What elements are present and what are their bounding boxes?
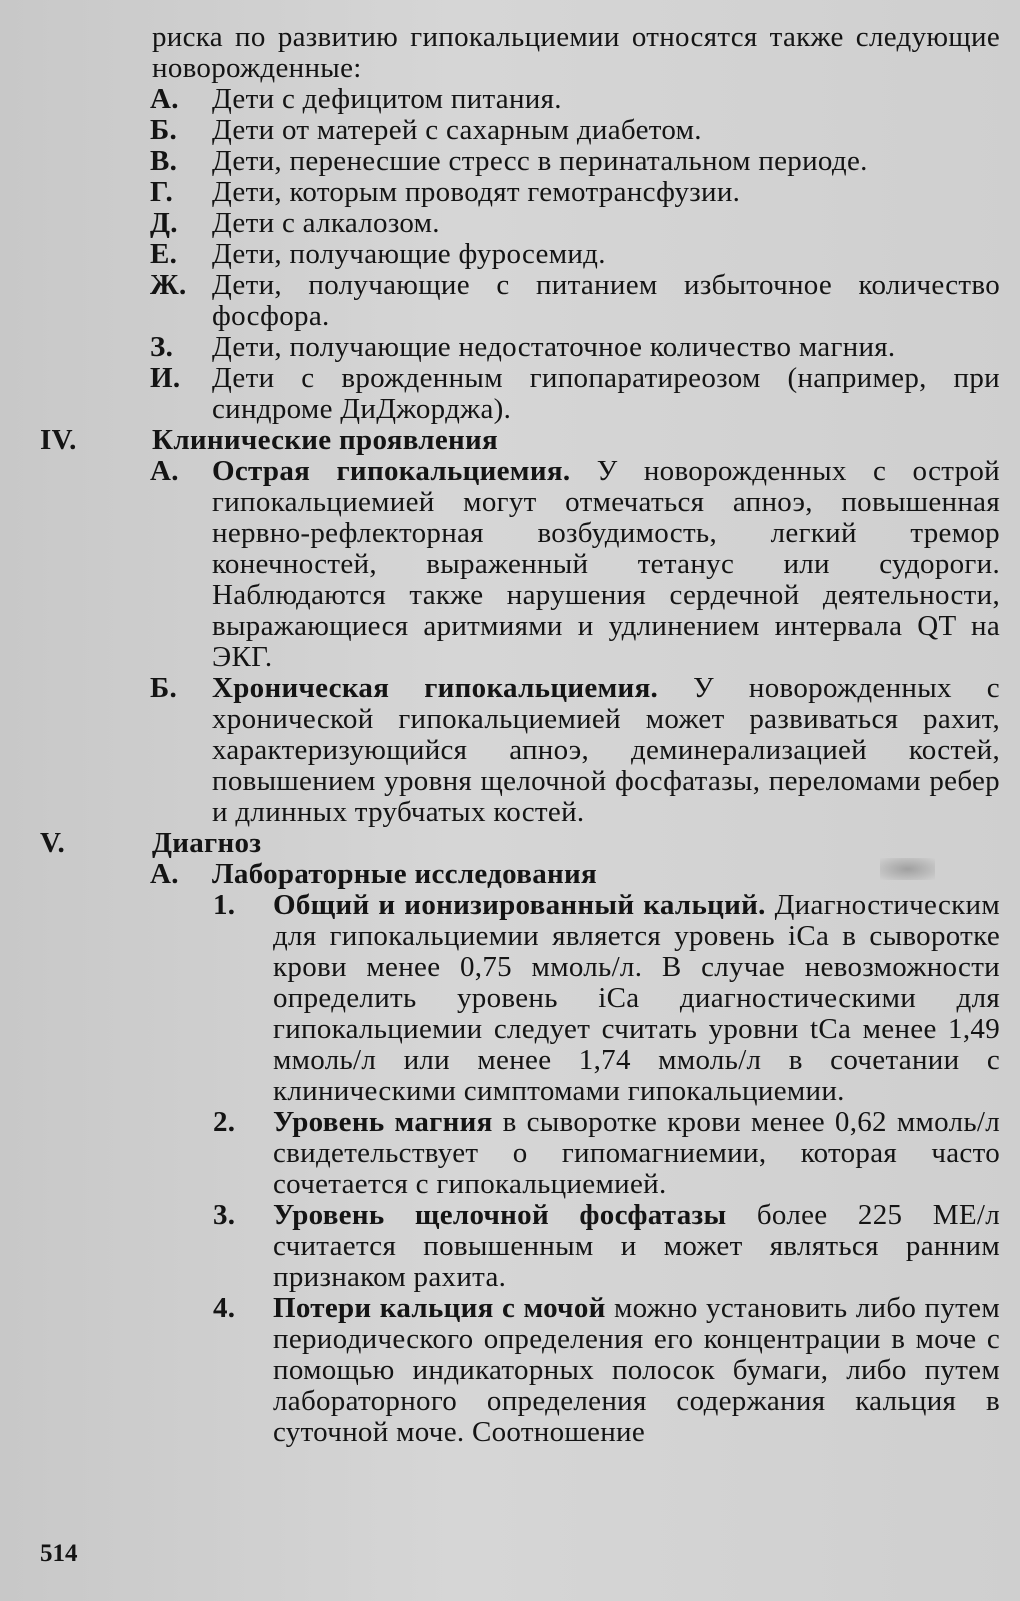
subsection-label: А. <box>150 858 179 890</box>
list-item-text: Дети от матерей с сахарным диабетом. <box>212 114 702 146</box>
subsection-lab-tests <box>150 858 1000 890</box>
numbered-item-title: Уровень магния <box>273 1106 493 1138</box>
list-item <box>150 269 1000 332</box>
numbered-item-text: в сыворотке крови менее 0,62 ммоль/л свидетельствует о гипомагниемии, которая часто сочетается с гипокальциемией. <box>273 1106 1000 1200</box>
list-item-text: Дети, получающие недостаточное количество магния. <box>212 331 896 363</box>
list-item <box>150 145 1000 177</box>
numbered-item-label: 3. <box>213 1199 236 1231</box>
numbered-item-title: Общий и ионизированный кальций. <box>273 889 766 921</box>
list-item-label: Ж. <box>150 269 187 301</box>
list-item-label: А. <box>150 83 179 115</box>
list-item <box>150 362 1000 425</box>
subsection-title: Хроническая гипокальциемия. <box>212 672 659 704</box>
page-number: 514 <box>40 1540 78 1567</box>
list-item-label: Е. <box>150 238 178 270</box>
risk-list <box>0 84 1020 425</box>
list-item-text: Дети с алкалозом. <box>212 207 440 239</box>
section-number: IV. <box>40 424 77 456</box>
page-content <box>0 22 1020 1448</box>
list-item-text: Дети, которым проводят гемотрансфузии. <box>212 176 741 208</box>
numbered-item-label: 1. <box>213 889 236 921</box>
subsection-label: Б. <box>150 672 178 704</box>
list-item-text: Дети с дефицитом питания. <box>212 83 562 115</box>
list-item-text: Дети, получающие с питанием избыточное количество фосфора. <box>212 269 1000 332</box>
numbered-item <box>213 1106 1000 1200</box>
list-item-label: И. <box>150 362 181 394</box>
list-item-text: Дети, получающие фуросемид. <box>212 238 606 270</box>
list-item-label: Б. <box>150 114 178 146</box>
list-item-text: Дети, перенесшие стресс в перинатальном периоде. <box>212 145 868 177</box>
numbered-item-label: 4. <box>213 1292 236 1324</box>
section-title: Диагноз <box>152 827 262 859</box>
numbered-item-text: можно установить либо путем периодического определения его концентрации в моче с помощью индикаторных полосок бумаги, либо путем лабораторного определения содержания кальция в суточной моче. Соотношение <box>273 1292 1000 1448</box>
numbered-item-text: Диагностическим для гипокальциемии является уровень iCa в сыворотке крови менее 0,75 ммоль/л. В случае невозможности определить уровень iCa диагностическими для гипокальциемии следует считать уровни tCa менее 1,49 ммоль/л или менее 1,74 ммоль/л в сочетании с клиническими симптомами гипокальциемии. <box>273 889 1000 1107</box>
subsection-chronic <box>150 672 1000 828</box>
numbered-item-title: Уровень щелочной фосфатазы <box>273 1199 727 1231</box>
intro-paragraph: риска по развитию гипокальциемии относятся также следующие новорожденные: <box>152 21 1000 84</box>
section-number: V. <box>40 827 66 859</box>
list-item-label: Д. <box>150 207 178 239</box>
list-item <box>150 207 1000 239</box>
list-item-label: З. <box>150 331 174 363</box>
numbered-item-text: более 225 МЕ/л считается повышенным и может являться ранним признаком рахита. <box>273 1199 1000 1293</box>
list-item <box>150 238 1000 270</box>
list-item-label: В. <box>150 145 178 177</box>
subsection-label: А. <box>150 455 179 487</box>
subsection-title: Лабораторные исследования <box>212 858 597 890</box>
section-heading-diagnosis <box>40 827 1000 859</box>
section-title: Клинические проявления <box>152 424 499 456</box>
list-item <box>150 331 1000 363</box>
list-item <box>150 83 1000 115</box>
numbered-item-label: 2. <box>213 1106 236 1138</box>
subsection-title: Острая гипокальциемия. <box>212 455 571 487</box>
subsection-text: У новорожденных с острой гипокальциемией могут отмечаться апноэ, повышенная нервно-рефлекторная возбудимость, легкий тремор конечностей, выраженный тетанус или судороги. Наблюдаются также нарушения сердечной деятельности, выражающиеся аритмиями и удлинением интервала QT на ЭКГ. <box>212 455 1000 673</box>
list-item-text: Дети с врожденным гипопаратиреозом (например, при синдроме ДиДжорджа). <box>212 362 1000 425</box>
list-item <box>150 176 1000 208</box>
numbered-item <box>213 1199 1000 1293</box>
section-heading-clinical <box>40 424 1000 456</box>
numbered-item <box>213 1292 1000 1448</box>
numbered-item-title: Потери кальция с мочой <box>273 1292 606 1324</box>
list-item-label: Г. <box>150 176 174 208</box>
list-item <box>150 114 1000 146</box>
subsection-text: У новорожденных с хронической гипокальциемией может развиваться рахит, характеризующийся апноэ, деминерализацией костей, повышением уровня щелочной фосфатазы, переломами ребер и длинных трубчатых костей. <box>212 672 1000 828</box>
numbered-item <box>213 889 1000 1107</box>
subsection-acute <box>150 455 1000 673</box>
